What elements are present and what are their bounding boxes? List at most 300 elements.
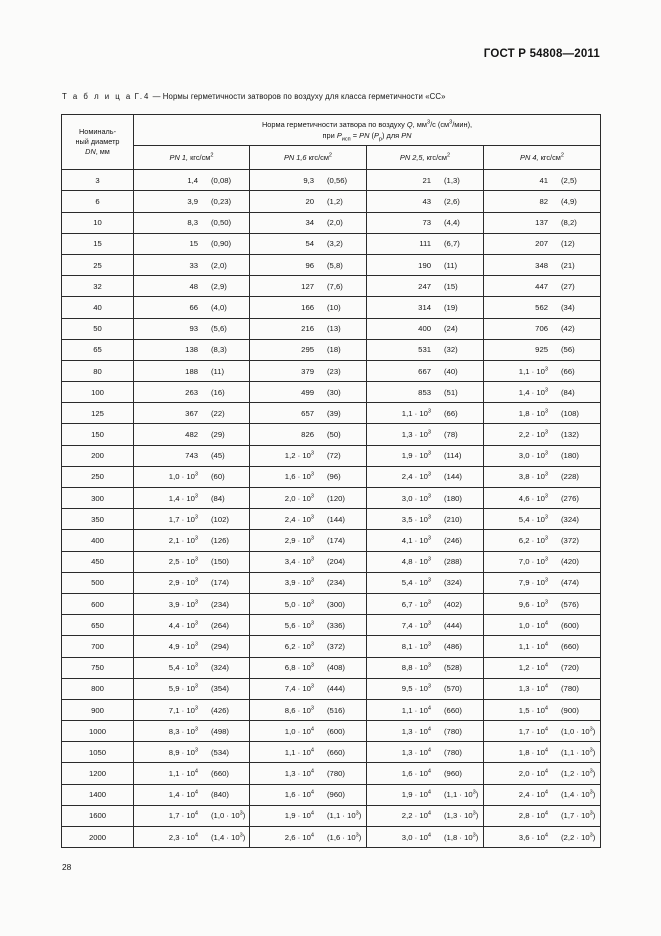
- value-secondary: (27): [561, 281, 575, 291]
- value-primary: 41: [539, 175, 548, 185]
- value-wrapper: [250, 578, 366, 587]
- value-secondary: (96): [327, 472, 341, 482]
- cell-pn25: [367, 742, 484, 763]
- value-primary: $7,0 \cdot 10^3$: [518, 556, 548, 567]
- value-secondary: (600): [327, 726, 345, 736]
- value-primary: 138: [185, 345, 198, 355]
- value-wrapper: [367, 706, 483, 715]
- value-primary: 925: [535, 345, 548, 355]
- value-secondary: (22): [211, 408, 225, 418]
- cell-pn4: [484, 827, 601, 848]
- cell-pn4: [484, 191, 601, 212]
- value-primary: 826: [301, 430, 314, 440]
- cell-pn16: [250, 212, 367, 233]
- value-wrapper: [250, 409, 366, 418]
- value-wrapper: [367, 748, 483, 757]
- value-primary: 20: [305, 197, 314, 206]
- header-group-line1: [138, 119, 596, 130]
- value-wrapper: [250, 218, 366, 227]
- cell-pn4: [484, 318, 601, 339]
- header-pn4-label: PN 4,: [520, 153, 539, 163]
- header-cell-pn4: [484, 146, 601, 170]
- cell-pn4: [484, 466, 601, 487]
- header-pn1-unit-sup: 2: [210, 152, 214, 159]
- value-primary: 166: [301, 302, 314, 312]
- value-primary: $3,5 \cdot 10^3$: [401, 514, 431, 524]
- value-primary: $2,3 \cdot 10^4$: [168, 832, 198, 842]
- cell-dn: 650: [62, 615, 134, 636]
- value-secondary: (474): [561, 578, 579, 588]
- value-wrapper: [367, 218, 483, 227]
- value-primary: 314: [418, 302, 431, 312]
- value-primary: 348: [535, 260, 548, 270]
- hg2c: (: [369, 131, 374, 141]
- table-row: [62, 636, 601, 657]
- value-wrapper: [250, 303, 366, 312]
- cell-pn25: [367, 657, 484, 678]
- value-wrapper: [134, 409, 249, 418]
- value-primary: $6,2 \cdot 10^3$: [284, 641, 314, 651]
- cell-pn4: [484, 636, 601, 657]
- cell-pn4: [484, 721, 601, 742]
- cell-dn: 300: [62, 488, 134, 509]
- table-row: [62, 742, 601, 763]
- header-pn16-unit-sup: 2: [328, 152, 333, 159]
- value-wrapper: [484, 261, 600, 270]
- value-secondary: (32): [444, 345, 458, 355]
- table-row: [62, 678, 601, 699]
- value-secondary: (51): [444, 387, 458, 397]
- hg1b: , мм: [412, 120, 427, 129]
- value-wrapper: [250, 663, 366, 672]
- value-primary: 743: [185, 451, 198, 461]
- header-pn1-unit: кгс/см: [190, 153, 211, 163]
- value-wrapper: [134, 557, 249, 566]
- value-wrapper: [134, 430, 249, 439]
- value-primary: $5,4 \cdot 10^3$: [401, 577, 431, 588]
- value-secondary: (276): [561, 493, 579, 503]
- value-wrapper: [367, 536, 483, 545]
- value-secondary: (0,56): [327, 175, 348, 185]
- hg2pps: р: [378, 136, 383, 143]
- cell-dn: 15: [62, 233, 134, 254]
- cell-pn4: [484, 657, 601, 678]
- value-secondary: (300): [327, 599, 345, 609]
- value-primary: $2,4 \cdot 10^4$: [518, 789, 548, 800]
- value-secondary: (8,3): [211, 345, 227, 355]
- value-wrapper: [134, 197, 249, 206]
- cell-dn: 1050: [62, 742, 134, 763]
- page-number: 28: [62, 862, 72, 872]
- value-secondary: (960): [444, 769, 462, 779]
- table-row: [62, 657, 601, 678]
- value-wrapper: [484, 790, 600, 799]
- value-secondary: (0,90): [211, 239, 232, 249]
- table-row: [62, 721, 601, 742]
- hg2b: =: [350, 131, 360, 141]
- value-secondary: (1,3): [444, 175, 460, 185]
- value-secondary: (10): [327, 302, 341, 312]
- cell-pn25: [367, 827, 484, 848]
- value-wrapper: [367, 303, 483, 312]
- value-secondary: (534): [211, 747, 229, 757]
- cell-pn4: [484, 297, 601, 318]
- value-wrapper: [134, 790, 249, 799]
- value-wrapper: [250, 811, 366, 820]
- value-secondary: (23): [327, 366, 341, 376]
- value-wrapper: [484, 324, 600, 333]
- table-row: [62, 403, 601, 424]
- value-wrapper: [484, 218, 600, 227]
- value-wrapper: [134, 706, 249, 715]
- header-pn25-unit: кгс/см: [426, 153, 447, 163]
- value-primary: $1,0 \cdot 10^4$: [518, 620, 548, 630]
- cell-dn: 1600: [62, 805, 134, 826]
- cell-pn4: [484, 784, 601, 805]
- cell-pn25: [367, 784, 484, 805]
- value-wrapper: [367, 642, 483, 651]
- value-primary: $1,3 \cdot 10^4$: [401, 747, 431, 757]
- table-row: [62, 170, 601, 191]
- value-secondary: $(1,1 \cdot 10^3)$: [444, 789, 479, 800]
- cell-dn: 25: [62, 254, 134, 275]
- cell-pn16: [250, 445, 367, 466]
- value-primary: $1,1 \cdot 10^4$: [401, 704, 431, 715]
- header-pn25-unit-sup: 2: [446, 152, 451, 159]
- cell-pn1: [134, 254, 250, 275]
- table-row: [62, 424, 601, 445]
- value-primary: $2,6 \cdot 10^4$: [284, 832, 314, 842]
- cell-pn25: [367, 805, 484, 826]
- cell-pn25: [367, 530, 484, 551]
- value-primary: 188: [185, 366, 198, 376]
- cell-dn: 800: [62, 678, 134, 699]
- cell-pn25: [367, 763, 484, 784]
- value-primary: $2,9 \cdot 10^3$: [168, 577, 198, 588]
- table-row: [62, 318, 601, 339]
- value-wrapper: [367, 578, 483, 587]
- cell-pn1: [134, 530, 250, 551]
- standard-number-header: ГОСТ Р 54808—2011: [483, 48, 600, 60]
- value-wrapper: [367, 600, 483, 609]
- value-secondary: (120): [327, 493, 345, 503]
- value-secondary: (780): [444, 726, 462, 736]
- cell-pn1: [134, 615, 250, 636]
- table-row: [62, 551, 601, 572]
- cell-pn1: [134, 488, 250, 509]
- value-secondary: $(1,8 \cdot 10^3)$: [444, 832, 479, 842]
- value-secondary: (204): [327, 557, 345, 567]
- value-wrapper: [134, 367, 249, 376]
- cell-pn4: [484, 615, 601, 636]
- value-wrapper: [484, 748, 600, 757]
- value-secondary: (6,7): [444, 239, 460, 249]
- cell-pn25: [367, 382, 484, 403]
- cell-pn16: [250, 657, 367, 678]
- table-row: [62, 509, 601, 530]
- cell-dn: 900: [62, 699, 134, 720]
- value-secondary: (960): [327, 790, 345, 800]
- cell-pn16: [250, 339, 367, 360]
- value-primary: $6,2 \cdot 10^3$: [518, 535, 548, 545]
- value-secondary: (40): [444, 366, 458, 376]
- table-row: [62, 763, 601, 784]
- cell-pn16: [250, 721, 367, 742]
- value-secondary: (174): [327, 536, 345, 545]
- value-primary: 96: [305, 260, 314, 270]
- cell-pn4: [484, 488, 601, 509]
- cell-pn25: [367, 254, 484, 275]
- value-secondary: (11): [444, 260, 458, 270]
- value-primary: $5,4 \cdot 10^3$: [168, 662, 198, 673]
- cell-pn1: [134, 191, 250, 212]
- value-primary: $1,9 \cdot 10^4$: [284, 810, 314, 821]
- value-wrapper: [250, 282, 366, 291]
- value-primary: $1,6 \cdot 10^4$: [284, 789, 314, 800]
- value-secondary: (780): [327, 769, 345, 779]
- value-wrapper: [250, 388, 366, 397]
- value-secondary: (210): [444, 514, 462, 524]
- value-secondary: (486): [444, 641, 462, 651]
- value-wrapper: [367, 176, 483, 185]
- cell-pn1: [134, 360, 250, 381]
- value-secondary: (4,9): [561, 197, 577, 206]
- value-wrapper: [250, 684, 366, 693]
- value-wrapper: [134, 769, 249, 778]
- hg2a: при: [322, 131, 337, 141]
- value-primary: 499: [301, 387, 314, 397]
- table-row: [62, 445, 601, 466]
- cell-pn4: [484, 424, 601, 445]
- cell-dn: 500: [62, 572, 134, 593]
- value-secondary: (60): [211, 472, 225, 482]
- header-dn-symbol: DN: [85, 147, 96, 157]
- value-wrapper: [367, 833, 483, 842]
- cell-pn4: [484, 212, 601, 233]
- hg2p: P: [336, 131, 342, 141]
- value-primary: $1,2 \cdot 10^4$: [518, 662, 548, 673]
- cell-pn16: [250, 615, 367, 636]
- cell-pn25: [367, 191, 484, 212]
- cell-pn16: [250, 360, 367, 381]
- value-primary: $2,1 \cdot 10^3$: [168, 535, 198, 545]
- cell-pn4: [484, 763, 601, 784]
- value-primary: 8,3: [187, 218, 198, 228]
- value-wrapper: [367, 324, 483, 333]
- value-secondary: (354): [211, 684, 229, 694]
- value-primary: $5,0 \cdot 10^3$: [284, 599, 314, 609]
- value-primary: $5,9 \cdot 10^3$: [168, 683, 198, 694]
- value-wrapper: [367, 367, 483, 376]
- value-wrapper: [134, 684, 249, 693]
- table-caption-text: — Нормы герметичности затворов по воздуху для класса герметичности «СС»: [152, 92, 446, 101]
- value-wrapper: [367, 684, 483, 693]
- value-wrapper: [367, 388, 483, 397]
- value-primary: 15: [189, 239, 198, 249]
- table-row: [62, 805, 601, 826]
- value-wrapper: [250, 557, 366, 566]
- value-secondary: (900): [561, 705, 579, 715]
- value-wrapper: [484, 706, 600, 715]
- header-dn-line1: Номиналь-: [79, 127, 116, 137]
- value-primary: $1,4 \cdot 10^3$: [168, 493, 198, 503]
- hg1s1: 3: [426, 119, 431, 126]
- value-wrapper: [484, 578, 600, 587]
- header-pn4-unit: кгс/см: [540, 153, 561, 163]
- cell-pn1: [134, 593, 250, 614]
- table-row: [62, 827, 601, 848]
- value-secondary: (2,5): [561, 175, 577, 185]
- cell-pn16: [250, 636, 367, 657]
- value-secondary: (78): [444, 430, 458, 440]
- value-primary: 657: [301, 408, 314, 418]
- value-primary: $1,7 \cdot 10^4$: [168, 810, 198, 821]
- value-secondary: (5,6): [211, 324, 227, 334]
- table-row: [62, 530, 601, 551]
- value-primary: $1,9 \cdot 10^3$: [401, 450, 431, 461]
- value-wrapper: [134, 727, 249, 736]
- cell-pn16: [250, 593, 367, 614]
- value-secondary: $(1,7 \cdot 10^3)$: [561, 810, 596, 821]
- cell-pn16: [250, 297, 367, 318]
- value-secondary: (29): [211, 430, 225, 440]
- value-wrapper: [134, 578, 249, 587]
- value-primary: 531: [418, 345, 431, 355]
- cell-dn: 400: [62, 530, 134, 551]
- cell-pn1: [134, 509, 250, 530]
- cell-pn1: [134, 827, 250, 848]
- value-secondary: (0,08): [211, 175, 232, 185]
- cell-dn: 50: [62, 318, 134, 339]
- value-wrapper: [367, 239, 483, 248]
- value-secondary: (234): [211, 599, 229, 609]
- value-secondary: (144): [327, 514, 345, 524]
- value-wrapper: [367, 409, 483, 418]
- cell-pn1: [134, 678, 250, 699]
- cell-pn1: [134, 699, 250, 720]
- value-wrapper: [250, 769, 366, 778]
- value-primary: 43: [422, 197, 431, 206]
- table-body: [62, 170, 601, 848]
- value-wrapper: [250, 197, 366, 206]
- value-wrapper: [484, 536, 600, 545]
- value-primary: $7,4 \cdot 10^3$: [401, 620, 431, 630]
- table-row: [62, 382, 601, 403]
- value-secondary: $(1,4 \cdot 10^3)$: [561, 789, 596, 800]
- value-wrapper: [250, 790, 366, 799]
- cell-pn25: [367, 466, 484, 487]
- value-wrapper: [367, 811, 483, 820]
- value-primary: $4,1 \cdot 10^3$: [401, 535, 431, 545]
- value-wrapper: [484, 600, 600, 609]
- table-row: [62, 191, 601, 212]
- value-wrapper: [250, 451, 366, 460]
- value-secondary: $(1,1 \cdot 10^3)$: [327, 810, 362, 821]
- table-row: [62, 254, 601, 275]
- table-row: [62, 593, 601, 614]
- value-wrapper: [367, 769, 483, 778]
- cell-pn16: [250, 466, 367, 487]
- cell-pn1: [134, 297, 250, 318]
- cell-dn: 250: [62, 466, 134, 487]
- value-wrapper: [367, 282, 483, 291]
- value-wrapper: [367, 261, 483, 270]
- cell-pn16: [250, 276, 367, 297]
- value-secondary: (66): [444, 408, 458, 418]
- value-primary: 447: [535, 281, 548, 291]
- cell-pn4: [484, 276, 601, 297]
- value-wrapper: [367, 663, 483, 672]
- value-secondary: (11): [211, 366, 225, 376]
- cell-pn4: [484, 170, 601, 191]
- value-primary: 54: [305, 239, 314, 249]
- cell-pn25: [367, 424, 484, 445]
- value-wrapper: [134, 494, 249, 503]
- cell-pn25: [367, 360, 484, 381]
- cell-pn4: [484, 360, 601, 381]
- value-wrapper: [484, 472, 600, 481]
- value-primary: 482: [185, 430, 198, 440]
- cell-dn: 100: [62, 382, 134, 403]
- value-wrapper: [250, 430, 366, 439]
- value-secondary: (660): [561, 641, 579, 651]
- table-row: [62, 276, 601, 297]
- value-secondary: (426): [211, 705, 229, 715]
- header-cell-pn16: [250, 146, 367, 170]
- value-primary: 34: [305, 218, 314, 228]
- cell-dn: 10: [62, 212, 134, 233]
- cell-pn25: [367, 509, 484, 530]
- value-primary: 263: [185, 387, 198, 397]
- value-primary: 706: [535, 324, 548, 334]
- hg1c: /с (см: [430, 120, 450, 129]
- value-secondary: (39): [327, 408, 341, 418]
- value-secondary: (0,50): [211, 218, 232, 228]
- value-secondary: (2,0): [211, 260, 227, 270]
- value-secondary: (18): [327, 345, 341, 355]
- value-primary: $7,9 \cdot 10^3$: [518, 577, 548, 588]
- cell-dn: 65: [62, 339, 134, 360]
- value-primary: $6,7 \cdot 10^3$: [401, 599, 431, 609]
- value-wrapper: [134, 811, 249, 820]
- cell-pn1: [134, 805, 250, 826]
- header-cell-pn1: [134, 146, 250, 170]
- cell-pn4: [484, 530, 601, 551]
- value-primary: 66: [189, 302, 198, 312]
- value-primary: 216: [301, 324, 314, 334]
- value-wrapper: [484, 451, 600, 460]
- cell-pn25: [367, 615, 484, 636]
- value-primary: $3,4 \cdot 10^3$: [284, 556, 314, 567]
- header-cell-dn: [62, 115, 134, 170]
- value-primary: 82: [539, 197, 548, 206]
- value-secondary: (21): [561, 260, 575, 270]
- header-pn25-label: PN 2,5,: [399, 153, 425, 163]
- value-secondary: (516): [327, 705, 345, 715]
- value-primary: 379: [301, 366, 314, 376]
- hg2ps: исп: [341, 136, 351, 143]
- cell-dn: 125: [62, 403, 134, 424]
- value-secondary: (24): [444, 324, 458, 334]
- value-secondary: (4,4): [444, 218, 460, 228]
- cell-pn4: [484, 233, 601, 254]
- value-wrapper: [367, 727, 483, 736]
- value-primary: $1,8 \cdot 10^3$: [518, 408, 548, 418]
- cell-pn4: [484, 572, 601, 593]
- value-wrapper: [134, 239, 249, 248]
- cell-pn16: [250, 699, 367, 720]
- value-wrapper: [367, 557, 483, 566]
